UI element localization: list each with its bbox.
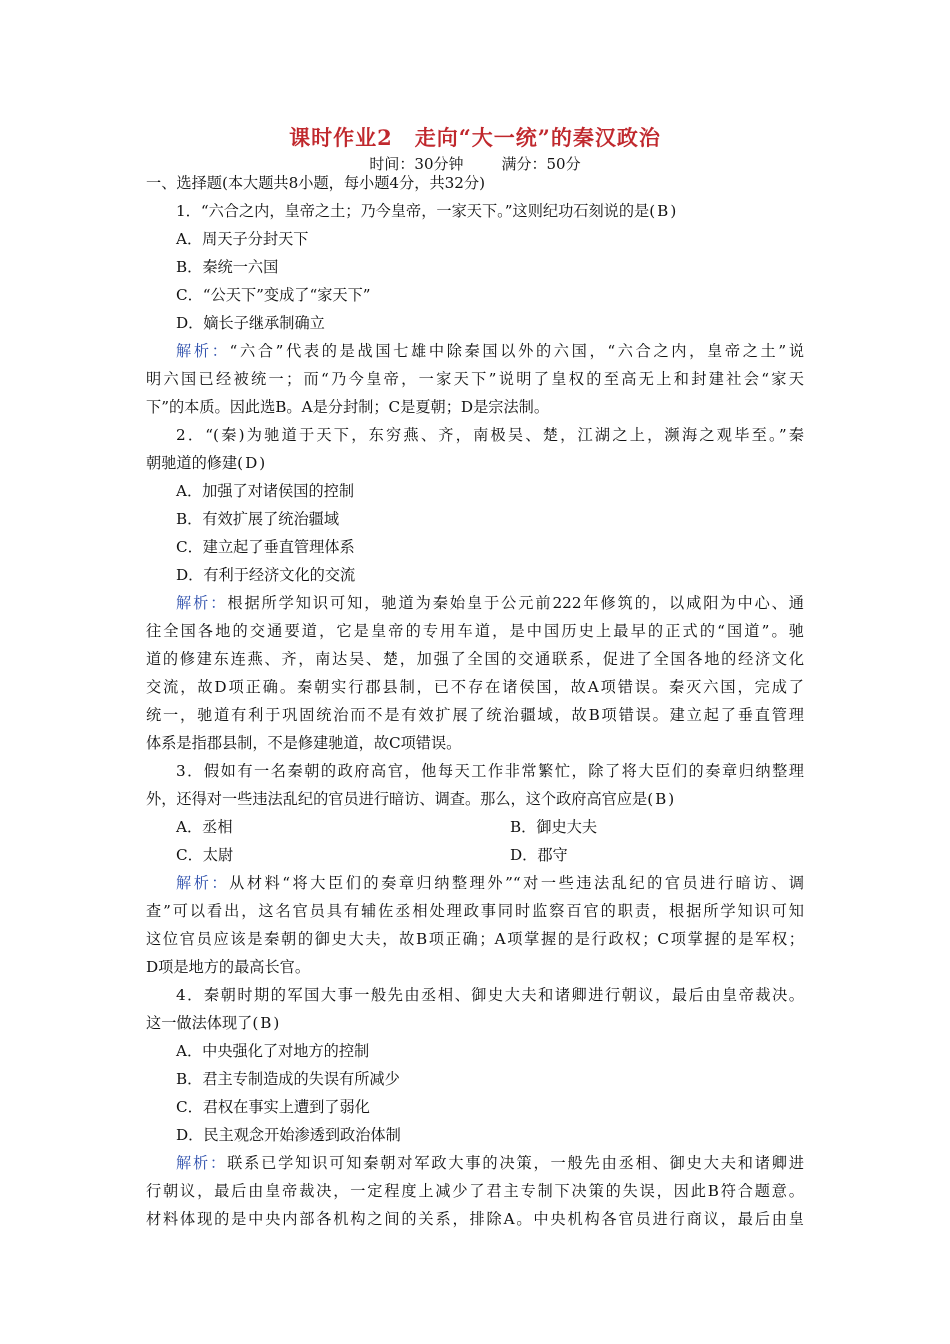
question-2-analysis — [176, 593, 804, 613]
question-4-analysis-line: 行朝议，最后由皇帝裁决，一定程度上减少了君主专制下决策的失误，因此B符合题意。 — [146, 1182, 804, 1200]
question-3-stem-line — [146, 789, 674, 809]
question-4-option-a: A．中央强化了对地方的控制 — [176, 1042, 370, 1060]
analysis-text: 从材料“将大臣们的奏章归纳整理外”“对一些违法乱纪的官员进行暗访、调 — [229, 874, 805, 892]
question-4-analysis — [176, 1153, 804, 1173]
question-3-stem: 3．假如有一名秦朝的政府高官，他每天工作非常繁忙，除了将大臣们的奏章归纳整理 — [176, 762, 804, 780]
question-2-option-b: B．有效扩展了统治疆域 — [176, 510, 340, 528]
question-2-stem: 2．“(秦)为驰道于天下，东穷燕、齐，南极吴、楚，江湖之上，濒海之观毕至。”秦 — [176, 426, 804, 444]
question-4-option-d: D．民主观念开始渗透到政治体制 — [176, 1126, 401, 1144]
analysis-text: 根据所学知识可知，驰道为秦始皇于公元前222年修筑的，以咸阳为中心、通 — [227, 594, 804, 612]
analysis-label: 解析： — [176, 594, 228, 612]
question-2-option-c: C．建立起了垂直管理体系 — [176, 538, 355, 556]
question-3-option-c: C．太尉 — [176, 846, 234, 864]
question-3-option-d: D．郡守 — [510, 846, 568, 864]
full-score: 满分：50分 — [501, 155, 581, 173]
question-2-analysis-line: 交流，故D项正确。秦朝实行郡县制，已不存在诸侯国，故A项错误。秦灭六国，完成了 — [146, 678, 804, 696]
question-stem-text: 朝驰道的修建( — [146, 454, 244, 472]
time-limit: 时间：30分钟 — [369, 155, 464, 173]
question-2-option-a: A．加强了对诸侯国的控制 — [176, 482, 355, 500]
analysis-label: 解析： — [176, 342, 230, 360]
question-stem-text: ) — [259, 454, 266, 472]
question-stem-text: 外，还得对一些违法乱纪的官员进行暗访、调查。那么，这个政府高官应是( — [146, 790, 654, 808]
analysis-label: 解析： — [176, 874, 230, 892]
question-2-stem-line — [146, 453, 265, 473]
question-3-analysis — [176, 873, 804, 893]
question-3-analysis-line: 这位官员应该是秦朝的御史大夫，故B项正确；A项掌握的是行政权；C项掌握的是军权； — [146, 930, 804, 948]
question-1-analysis-line: 明六国已经被统一；而“乃今皇帝，一家天下”说明了皇权的至高无上和封建社会“家天 — [146, 370, 804, 388]
question-3-option-a: A．丞相 — [176, 818, 233, 836]
question-stem-text: 这一做法体现了( — [146, 1014, 259, 1032]
question-4-analysis-line: 材料体现的是中央内部各机构之间的关系，排除A。中央机构各官员进行商议，最后由皇 — [146, 1210, 804, 1228]
question-4-stem: 4．秦朝时期的军国大事一般先由丞相、御史大夫和诸卿进行朝议，最后由皇帝裁决。 — [176, 986, 804, 1004]
question-1-option-c: C．“公天下”变成了“家天下” — [176, 286, 371, 304]
exam-meta — [0, 153, 950, 174]
section-heading: 一、选择题(本大题共8小题，每小题4分，共32分) — [146, 174, 486, 192]
question-stem-text: 1．“六合之内，皇帝之土；乃今皇帝，一家天下。”这则纪功石刻说的是( — [176, 202, 656, 220]
question-2-analysis-line: 道的修建东连燕、齐，南达吴、楚，加强了全国的交通联系，促进了全国各地的经济文化 — [146, 650, 804, 668]
question-3-analysis-line: 查”可以看出，这名官员具有辅佐丞相处理政事同时监察百官的职责，根据所学知识可知 — [146, 902, 804, 920]
answer-mark: B — [655, 790, 667, 808]
question-1-analysis-line: 下”的本质。因此选B。A是分封制；C是夏朝；D是宗法制。 — [146, 398, 550, 416]
question-stem-text: ) — [273, 1014, 280, 1032]
question-1-option-d: D．嫡长子继承制确立 — [176, 314, 325, 332]
question-2-analysis-line: 体系是指郡县制，不是修建驰道，故C项错误。 — [146, 734, 462, 752]
answer-mark: B — [657, 202, 669, 220]
question-stem-text: ) — [668, 790, 675, 808]
analysis-text: 联系已学知识可知秦朝对军政大事的决策，一般先由丞相、御史大夫和诸卿进 — [227, 1154, 805, 1172]
question-1-option-b: B．秦统一六国 — [176, 258, 279, 276]
analysis-label: 解析： — [176, 1154, 228, 1172]
question-2-analysis-line: 往全国各地的交通要道，它是皇帝的专用车道，是中国历史上最早的正式的“国道”。驰 — [146, 622, 804, 640]
question-4-option-c: C．君权在事实上遭到了弱化 — [176, 1098, 370, 1116]
analysis-text: “六合”代表的是战国七雄中除秦国以外的六国，“六合之内，皇帝之土”说 — [229, 342, 804, 360]
answer-mark: B — [260, 1014, 272, 1032]
question-2-option-d: D．有利于经济文化的交流 — [176, 566, 356, 584]
answer-mark: D — [245, 454, 258, 472]
question-1-option-a: A．周天子分封天下 — [176, 230, 309, 248]
question-1-analysis — [176, 341, 804, 361]
question-3-option-b: B．御史大夫 — [510, 818, 598, 836]
question-stem-text: ) — [670, 202, 677, 220]
document-title: 课时作业2 走向“大一统”的秦汉政治 — [289, 125, 661, 150]
question-4-stem-line — [146, 1013, 279, 1033]
question-2-analysis-line: 统一，驰道有利于巩固统治而不是有效扩展了统治疆域，故B项错误。建立起了垂直管理 — [146, 706, 804, 724]
question-3-analysis-line: D项是地方的最高长官。 — [146, 958, 311, 976]
question-4-option-b: B．君主专制造成的失误有所减少 — [176, 1070, 400, 1088]
question-1-stem — [176, 201, 676, 221]
